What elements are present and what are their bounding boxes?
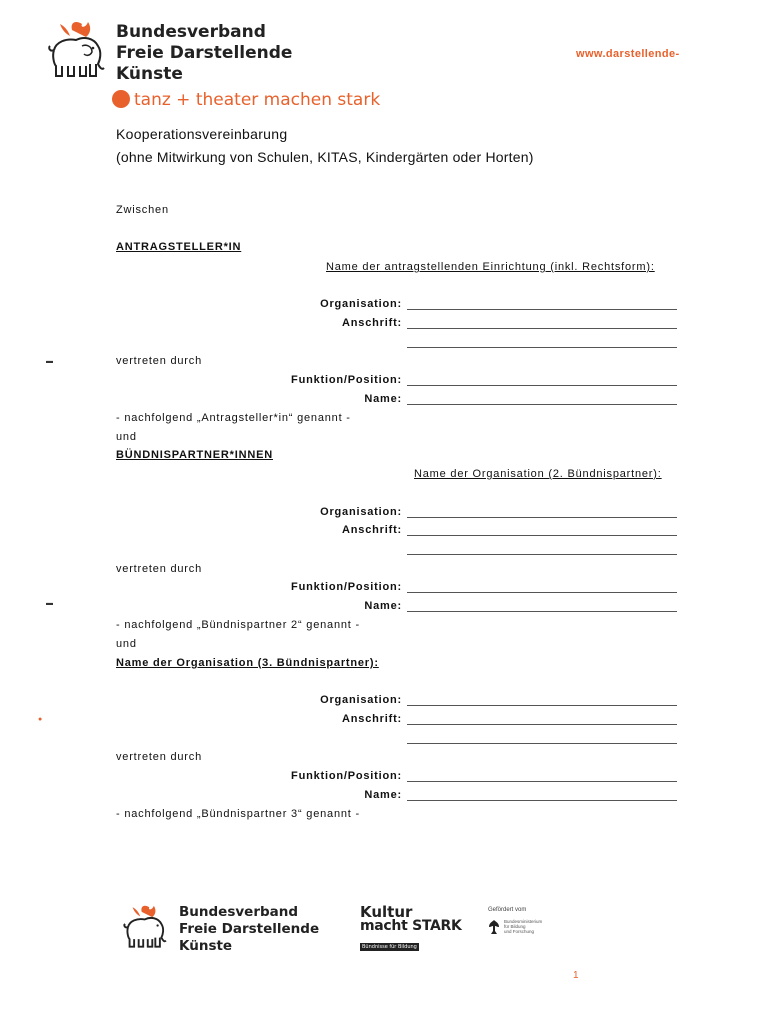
- margin-mark: ▬: [46, 358, 53, 365]
- bmbf-line: für Bildung: [504, 924, 526, 929]
- bmbf-caption: Gefördert vom: [488, 907, 527, 913]
- function-field[interactable]: [407, 385, 677, 386]
- closing-text-partner-2: - nachfolgend „Bündnispartner 2“ genannt -: [116, 619, 360, 631]
- name-field[interactable]: [407, 611, 677, 612]
- function-label: Funktion/Position:: [291, 770, 402, 782]
- name-field[interactable]: [407, 800, 677, 801]
- header-url-link[interactable]: www.darstellende-: [576, 48, 680, 60]
- section-heading-applicant: ANTRAGSTELLER*IN: [116, 241, 242, 253]
- section-heading-partners: BÜNDNISPARTNER*INNEN: [116, 449, 273, 461]
- function-label: Funktion/Position:: [291, 374, 402, 386]
- margin-mark: ●: [38, 716, 43, 723]
- name-label: Name:: [364, 393, 402, 405]
- org-name-line: Bundesverband: [116, 22, 266, 42]
- section-note-partner-2: Name der Organisation (2. Bündnispartner):: [414, 468, 662, 480]
- kms-line-2: macht STARK: [360, 918, 462, 934]
- address-field[interactable]: [407, 328, 677, 329]
- und-text: und: [116, 431, 137, 443]
- name-field[interactable]: [407, 404, 677, 405]
- address-field-line-2[interactable]: [407, 347, 677, 348]
- address-label: Anschrift:: [342, 713, 402, 725]
- margin-mark: ▬: [46, 600, 53, 607]
- elephant-flame-icon: [122, 904, 172, 950]
- address-field-line-2[interactable]: [407, 554, 677, 555]
- tagline: [112, 90, 380, 110]
- kultur-macht-stark-logo: [360, 905, 462, 952]
- federal-eagle-icon: [488, 919, 500, 935]
- function-field[interactable]: [407, 781, 677, 782]
- page-number: 1: [573, 970, 579, 981]
- address-label: Anschrift:: [342, 317, 402, 329]
- organisation-field[interactable]: [407, 309, 677, 310]
- org-name-line: Künste: [179, 938, 233, 954]
- tagline-dot-icon: [112, 90, 130, 108]
- bmbf-line: und Forschung: [504, 929, 535, 934]
- closing-text-partner-3: - nachfolgend „Bündnispartner 3“ genannt -: [116, 808, 360, 820]
- organisation-field[interactable]: [407, 517, 677, 518]
- elephant-flame-icon: [46, 20, 112, 80]
- represented-by-text: vertreten durch: [116, 563, 202, 575]
- section-note-applicant: Name der antragstellenden Einrichtung (inkl. Rechtsform):: [326, 261, 655, 273]
- organisation-label: Organisation:: [320, 506, 402, 518]
- organisation-field[interactable]: [407, 705, 677, 706]
- org-name-line: Bundesverband: [179, 904, 299, 920]
- header-logo: [46, 20, 112, 80]
- bmbf-logo: [488, 907, 542, 935]
- section-note-partner-3: Name der Organisation (3. Bündnispartner):: [116, 657, 379, 669]
- org-name-line: Freie Darstellende: [116, 43, 293, 63]
- footer-logo: [122, 904, 172, 950]
- represented-by-text: vertreten durch: [116, 751, 202, 763]
- document-title: Kooperationsvereinbarung: [116, 126, 288, 142]
- header-org-name: [116, 22, 292, 85]
- represented-by-text: vertreten durch: [116, 355, 202, 367]
- name-label: Name:: [364, 600, 402, 612]
- address-field-line-2[interactable]: [407, 743, 677, 744]
- footer-org-name: [179, 904, 319, 955]
- kms-line-3: Bündnisse für Bildung: [362, 944, 417, 950]
- kms-line-1: Kultur: [360, 903, 413, 921]
- tagline-text: tanz + theater machen stark: [134, 90, 381, 110]
- bmbf-line: Bundesministerium: [504, 919, 543, 924]
- function-label: Funktion/Position:: [291, 581, 402, 593]
- organisation-label: Organisation:: [320, 298, 402, 310]
- document-subtitle: (ohne Mitwirkung von Schulen, KITAS, Kindergärten oder Horten): [116, 149, 534, 165]
- address-field[interactable]: [407, 724, 677, 725]
- address-field[interactable]: [407, 535, 677, 536]
- address-label: Anschrift:: [342, 524, 402, 536]
- org-name-line: Künste: [116, 64, 183, 84]
- und-text: und: [116, 638, 137, 650]
- function-field[interactable]: [407, 592, 677, 593]
- organisation-label: Organisation:: [320, 694, 402, 706]
- closing-text-applicant: - nachfolgend „Antragsteller*in“ genannt -: [116, 412, 351, 424]
- name-label: Name:: [364, 789, 402, 801]
- org-name-line: Freie Darstellende: [179, 921, 320, 937]
- zwischen-text: Zwischen: [116, 204, 169, 216]
